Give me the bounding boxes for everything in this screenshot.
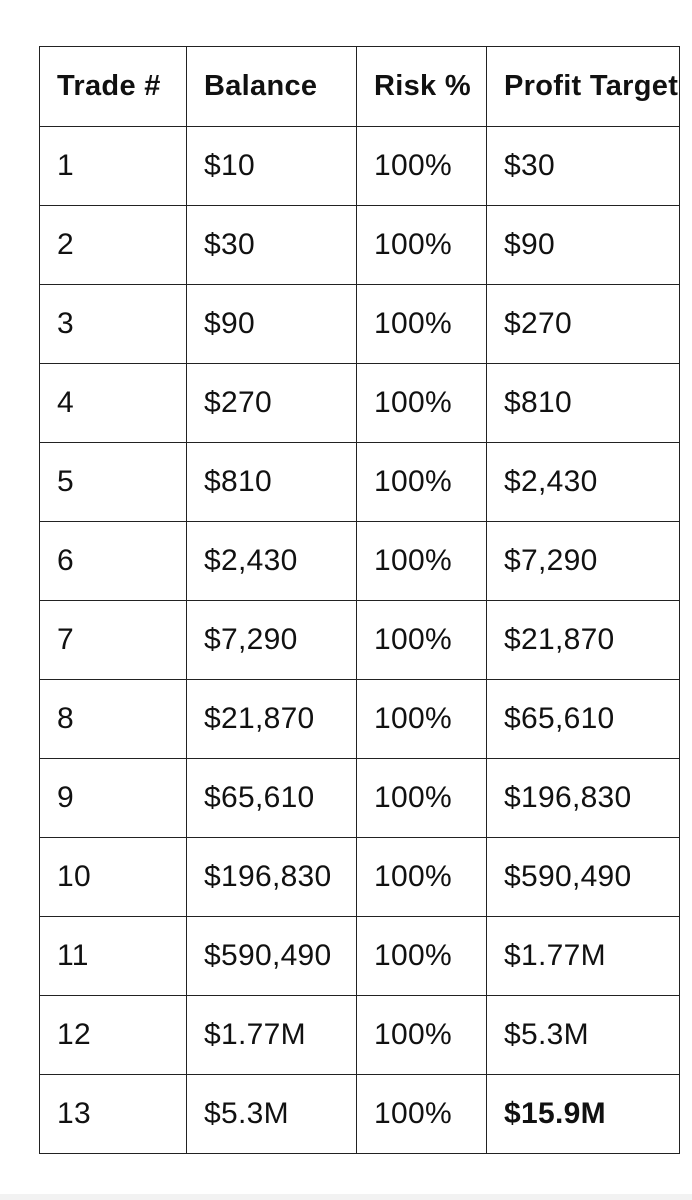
table-row — [40, 364, 680, 443]
cell-balance: $7,290 — [187, 601, 357, 680]
cell-balance: $1.77M — [187, 996, 357, 1075]
cell-trade-number: 6 — [40, 522, 187, 601]
cell-trade-number: 12 — [40, 996, 187, 1075]
cell-profit-target: $30 — [487, 127, 680, 206]
cell-profit-target: $7,290 — [487, 522, 680, 601]
cell-risk-percent: 100% — [357, 522, 487, 601]
cell-profit-target: $810 — [487, 364, 680, 443]
table-row — [40, 1075, 680, 1154]
cell-trade-number: 3 — [40, 285, 187, 364]
trade-compounding-table — [39, 46, 680, 1154]
cell-risk-percent: 100% — [357, 206, 487, 285]
table-row — [40, 206, 680, 285]
table-row — [40, 680, 680, 759]
table-row — [40, 601, 680, 680]
cell-trade-number: 8 — [40, 680, 187, 759]
cell-risk-percent: 100% — [357, 996, 487, 1075]
table-row — [40, 285, 680, 364]
table-row — [40, 917, 680, 996]
cell-profit-target: $2,430 — [487, 443, 680, 522]
cell-balance: $65,610 — [187, 759, 357, 838]
table-row — [40, 759, 680, 838]
cell-balance: $196,830 — [187, 838, 357, 917]
bottom-divider — [0, 1194, 692, 1200]
table-scroll-container[interactable] — [39, 46, 679, 1154]
cell-trade-number: 13 — [40, 1075, 187, 1154]
cell-trade-number: 9 — [40, 759, 187, 838]
table-row — [40, 443, 680, 522]
cell-trade-number: 2 — [40, 206, 187, 285]
cell-risk-percent: 100% — [357, 443, 487, 522]
cell-balance: $810 — [187, 443, 357, 522]
cell-profit-target: $196,830 — [487, 759, 680, 838]
cell-risk-percent: 100% — [357, 759, 487, 838]
cell-trade-number: 11 — [40, 917, 187, 996]
cell-profit-target: $21,870 — [487, 601, 680, 680]
cell-risk-percent: 100% — [357, 127, 487, 206]
table-header-row — [40, 47, 680, 127]
table-row — [40, 838, 680, 917]
cell-profit-target: $590,490 — [487, 838, 680, 917]
cell-balance: $5.3M — [187, 1075, 357, 1154]
cell-balance: $10 — [187, 127, 357, 206]
cell-balance: $90 — [187, 285, 357, 364]
cell-trade-number: 1 — [40, 127, 187, 206]
cell-risk-percent: 100% — [357, 601, 487, 680]
cell-trade-number: 7 — [40, 601, 187, 680]
cell-profit-target: $65,610 — [487, 680, 680, 759]
cell-profit-target-final: $15.9M — [487, 1075, 680, 1154]
cell-profit-target: $270 — [487, 285, 680, 364]
cell-profit-target: $1.77M — [487, 917, 680, 996]
cell-balance: $270 — [187, 364, 357, 443]
header-balance: Balance — [187, 47, 357, 127]
cell-risk-percent: 100% — [357, 1075, 487, 1154]
header-risk-percent: Risk % — [357, 47, 487, 127]
cell-balance: $30 — [187, 206, 357, 285]
cell-risk-percent: 100% — [357, 680, 487, 759]
cell-trade-number: 10 — [40, 838, 187, 917]
cell-profit-target: $90 — [487, 206, 680, 285]
header-profit-target: Profit Target — [487, 47, 680, 127]
table-row — [40, 996, 680, 1075]
cell-risk-percent: 100% — [357, 364, 487, 443]
cell-risk-percent: 100% — [357, 838, 487, 917]
table-row — [40, 522, 680, 601]
cell-trade-number: 4 — [40, 364, 187, 443]
table-row — [40, 127, 680, 206]
cell-balance: $21,870 — [187, 680, 357, 759]
header-trade-number: Trade # — [40, 47, 187, 127]
cell-trade-number: 5 — [40, 443, 187, 522]
cell-risk-percent: 100% — [357, 917, 487, 996]
cell-risk-percent: 100% — [357, 285, 487, 364]
cell-profit-target: $5.3M — [487, 996, 680, 1075]
cell-balance: $590,490 — [187, 917, 357, 996]
cell-balance: $2,430 — [187, 522, 357, 601]
